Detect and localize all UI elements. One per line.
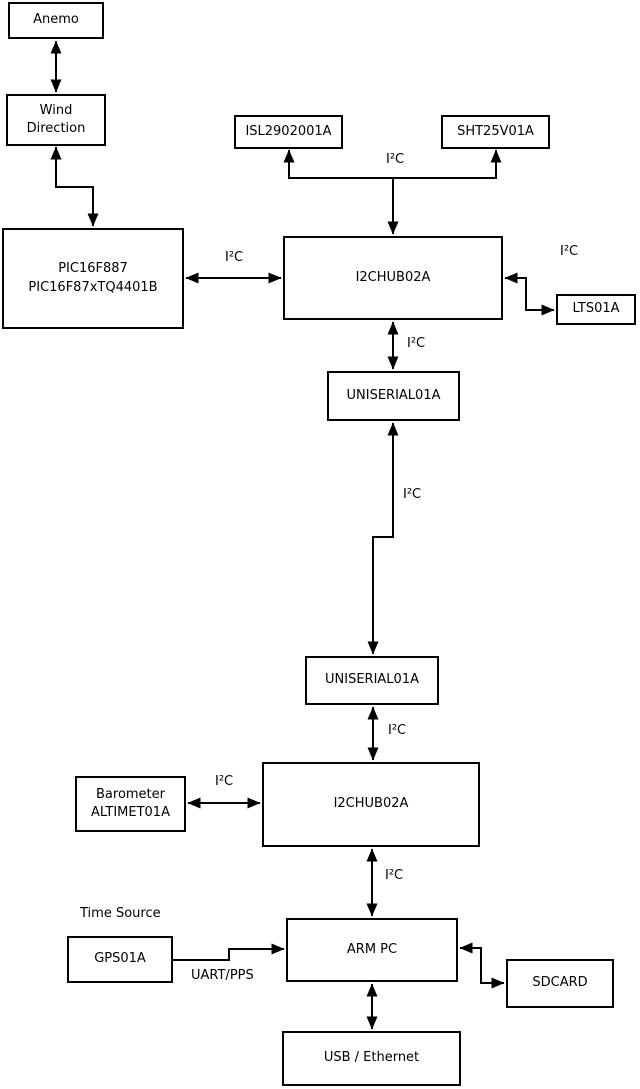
node-barometer-altimet01a — [75, 776, 186, 832]
edge-armpc-sdcard — [460, 948, 504, 983]
edge-gps-armpc — [173, 949, 284, 960]
edge-label-baro-hub2: I²C — [215, 774, 234, 789]
node-sht25v01a — [441, 115, 550, 149]
node-gps01a — [67, 936, 173, 983]
node-i2chub02a-1-label: I2CHUB02A — [355, 269, 431, 285]
node-barometer-line1: Barometer — [96, 786, 165, 802]
node-isl2902001a — [234, 115, 343, 149]
node-i2chub02a-1 — [283, 236, 503, 320]
node-arm-pc-label: ARM PC — [346, 941, 398, 957]
node-pic16f887-line1: PIC16F887 — [58, 261, 128, 277]
edge-label-uart-pps: UART/PPS — [191, 968, 254, 983]
edge-label-hub2-armpc: I²C — [385, 868, 404, 883]
node-anemo — [8, 2, 104, 39]
edge-label-pic-hub1: I²C — [225, 250, 244, 265]
node-isl2902001a-label: ISL2902001A — [245, 123, 332, 139]
edge-label-uni2-hub2: I²C — [388, 723, 407, 738]
edge-label-hub1-uni1: I²C — [407, 336, 426, 351]
node-lts01a — [556, 294, 636, 325]
node-arm-pc — [286, 918, 458, 982]
edge-uni1-uni2 — [373, 423, 393, 654]
edge-hub1-lts — [505, 278, 554, 310]
edge-wind-pic — [56, 147, 93, 226]
node-pic16f887-line2: PIC16F87xTQ4401B — [28, 279, 158, 295]
node-wind-direction — [6, 94, 106, 146]
node-sdcard-label: SDCARD — [532, 975, 588, 991]
node-lts01a-label: LTS01A — [572, 301, 620, 317]
node-uniserial01a-2-label: UNISERIAL01A — [325, 672, 419, 688]
node-anemo-label: Anemo — [33, 12, 79, 28]
node-uniserial01a-1 — [327, 371, 460, 421]
edge-label-uni1-uni2: I²C — [403, 487, 422, 502]
node-usb-ethernet-label: USB / Ethernet — [323, 1050, 420, 1066]
node-uniserial01a-2 — [305, 656, 439, 705]
edge-label-bus-isl-sht: I²C — [386, 152, 405, 167]
node-sht25v01a-label: SHT25V01A — [457, 123, 534, 139]
node-uniserial01a-1-label: UNISERIAL01A — [346, 387, 441, 403]
node-i2chub02a-2 — [262, 762, 480, 847]
time-source-label: Time Source — [80, 906, 161, 921]
node-wind-direction-line1: Wind — [39, 102, 73, 118]
node-gps01a-label: GPS01A — [94, 951, 146, 967]
node-wind-direction-line2: Direction — [26, 121, 86, 136]
node-barometer-line2: ALTIMET01A — [91, 805, 170, 820]
node-sdcard — [506, 959, 614, 1008]
node-usb-ethernet — [282, 1031, 461, 1086]
node-pic16f887 — [2, 228, 184, 329]
node-i2chub02a-2-label: I2CHUB02A — [333, 796, 409, 812]
edge-label-hub1-lts: I²C — [560, 244, 579, 259]
